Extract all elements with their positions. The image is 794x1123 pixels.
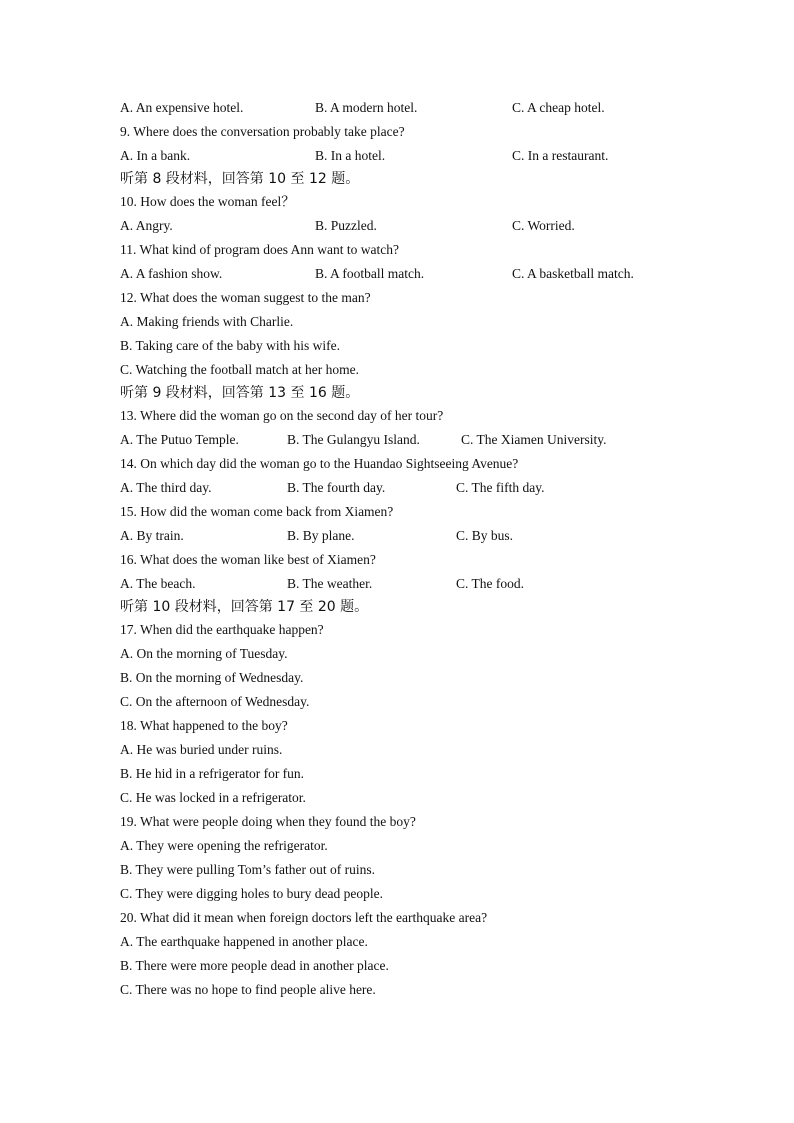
question-line: B. Taking care of the baby with his wife. bbox=[120, 338, 341, 353]
question-line: C. He was locked in a refrigerator. bbox=[120, 790, 306, 805]
question-line: B. There were more people dead in another place. bbox=[120, 958, 389, 973]
question-line: B. He hid in a refrigerator for fun. bbox=[120, 766, 305, 781]
answer-option: C. In a restaurant. bbox=[512, 148, 609, 163]
answer-option: A. The third day. bbox=[120, 480, 212, 495]
option-row bbox=[120, 262, 720, 286]
question-line: 13. Where did the woman go on the second day of her tour? bbox=[120, 408, 444, 423]
answer-option: B. A football match. bbox=[315, 266, 425, 281]
question-line: 9. Where does the conversation probably take place? bbox=[120, 124, 405, 139]
option-row bbox=[120, 476, 720, 500]
answer-option: C. A basketball match. bbox=[512, 266, 634, 281]
answer-option: A. The beach. bbox=[120, 576, 196, 591]
question-line: A. The earthquake happened in another place. bbox=[120, 934, 368, 949]
answer-option: A. By train. bbox=[120, 528, 184, 543]
answer-option: B. The fourth day. bbox=[287, 480, 386, 495]
question-line: C. They were digging holes to bury dead people. bbox=[120, 886, 383, 901]
answer-option: C. Worried. bbox=[512, 218, 575, 233]
option-row bbox=[120, 144, 720, 168]
option-row bbox=[120, 214, 720, 238]
answer-option: A. An expensive hotel. bbox=[120, 100, 244, 115]
answer-option: A. In a bank. bbox=[120, 148, 191, 163]
question-line: 11. What kind of program does Ann want to watch? bbox=[120, 242, 399, 257]
answer-option: C. The fifth day. bbox=[456, 480, 545, 495]
option-row bbox=[120, 524, 720, 548]
question-line: B. They were pulling Tom’s father out of ruins. bbox=[120, 862, 376, 877]
question-line: C. There was no hope to find people alive here. bbox=[120, 982, 376, 997]
exam-page bbox=[120, 96, 720, 1002]
question-line: 17. When did the earthquake happen? bbox=[120, 622, 324, 637]
answer-option: B. The Gulangyu Island. bbox=[287, 432, 420, 447]
answer-option: C. A cheap hotel. bbox=[512, 100, 605, 115]
answer-option: B. By plane. bbox=[287, 528, 355, 543]
answer-option: C. The food. bbox=[456, 576, 524, 591]
question-line: 19. What were people doing when they found the boy? bbox=[120, 814, 416, 829]
answer-option: A. A fashion show. bbox=[120, 266, 223, 281]
section-heading: 听第 8 段材料，回答第 10 至 12 题。 bbox=[120, 171, 360, 187]
section-heading: 听第 10 段材料，回答第 17 至 20 题。 bbox=[120, 599, 369, 615]
question-line: B. On the morning of Wednesday. bbox=[120, 670, 304, 685]
question-line: A. On the morning of Tuesday. bbox=[120, 646, 288, 661]
answer-option: B. Puzzled. bbox=[315, 218, 377, 233]
option-row bbox=[120, 572, 720, 596]
question-line: 18. What happened to the boy? bbox=[120, 718, 288, 733]
answer-option: A. The Putuo Temple. bbox=[120, 432, 239, 447]
question-line: A. They were opening the refrigerator. bbox=[120, 838, 328, 853]
question-line: 12. What does the woman suggest to the man? bbox=[120, 290, 371, 305]
question-line: 20. What did it mean when foreign doctors left the earthquake area? bbox=[120, 910, 488, 925]
question-line: A. Making friends with Charlie. bbox=[120, 314, 294, 329]
question-line: C. On the afternoon of Wednesday. bbox=[120, 694, 310, 709]
answer-option: B. The weather. bbox=[287, 576, 373, 591]
answer-option: C. The Xiamen University. bbox=[461, 432, 607, 447]
question-line: 16. What does the woman like best of Xiamen? bbox=[120, 552, 376, 567]
question-line: C. Watching the football match at her home. bbox=[120, 362, 359, 377]
section-heading: 听第 9 段材料，回答第 13 至 16 题。 bbox=[120, 385, 360, 401]
question-line: 10. How does the woman feel？ bbox=[120, 194, 295, 209]
answer-option: B. A modern hotel. bbox=[315, 100, 418, 115]
answer-option: C. By bus. bbox=[456, 528, 514, 543]
option-row bbox=[120, 96, 720, 120]
question-line: 14. On which day did the woman go to the Huandao Sightseeing Avenue? bbox=[120, 456, 519, 471]
question-line: A. He was buried under ruins. bbox=[120, 742, 283, 757]
answer-option: B. In a hotel. bbox=[315, 148, 386, 163]
question-line: 15. How did the woman come back from Xiamen? bbox=[120, 504, 394, 519]
option-row bbox=[120, 428, 720, 452]
answer-option: A. Angry. bbox=[120, 218, 173, 233]
